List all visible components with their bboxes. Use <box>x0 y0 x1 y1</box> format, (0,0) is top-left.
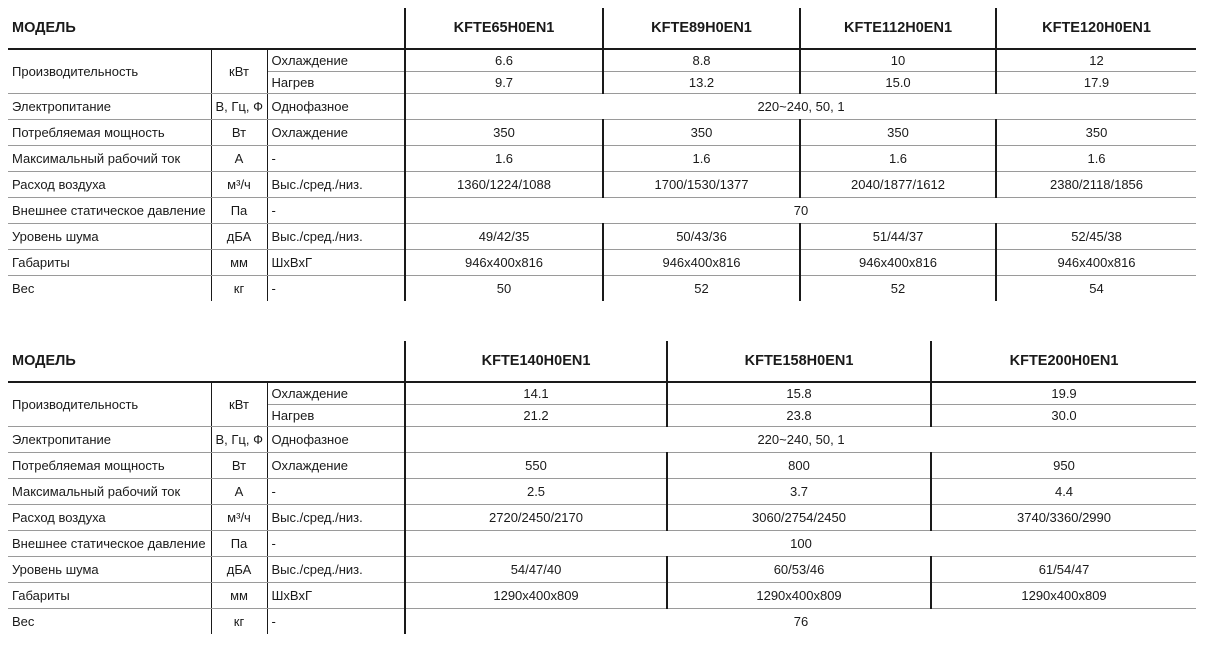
mode-label: ШхВхГ <box>267 583 405 609</box>
value-cell: 1.6 <box>603 146 800 172</box>
value-cell: 54/47/40 <box>405 557 667 583</box>
value-cell: 1700/1530/1377 <box>603 172 800 198</box>
model-name: KFTE65H0EN1 <box>405 8 603 49</box>
value-cell: 1.6 <box>405 146 603 172</box>
unit-label: м³/ч <box>211 172 267 198</box>
param-label: Производительность <box>8 382 211 427</box>
unit-label: кВт <box>211 382 267 427</box>
param-label: Расход воздуха <box>8 172 211 198</box>
value-cell: 50/43/36 <box>603 224 800 250</box>
power-supply-row <box>8 94 1196 120</box>
value-cell: 100 <box>405 531 1196 557</box>
value-cell: 30.0 <box>931 405 1196 427</box>
value-cell: 950 <box>931 453 1196 479</box>
value-cell: 3740/3360/2990 <box>931 505 1196 531</box>
power-input-row <box>8 120 1196 146</box>
airflow-row <box>8 505 1196 531</box>
value-cell: 2.5 <box>405 479 667 505</box>
value-cell: 2720/2450/2170 <box>405 505 667 531</box>
unit-label: кг <box>211 609 267 635</box>
max-current-row <box>8 479 1196 505</box>
param-label: Расход воздуха <box>8 505 211 531</box>
param-label: Электропитание <box>8 94 211 120</box>
unit-label: кг <box>211 276 267 302</box>
param-label: Потребляемая мощность <box>8 120 211 146</box>
unit-label: Вт <box>211 120 267 146</box>
mode-label: ШхВхГ <box>267 250 405 276</box>
mode-label: - <box>267 531 405 557</box>
unit-label: Па <box>211 531 267 557</box>
unit-label: м³/ч <box>211 505 267 531</box>
weight-row <box>8 609 1196 635</box>
capacity-cooling-row <box>8 49 1196 72</box>
value-cell: 1290x400x809 <box>931 583 1196 609</box>
weight-row <box>8 276 1196 302</box>
mode-label: Нагрев <box>267 72 405 94</box>
value-cell: 49/42/35 <box>405 224 603 250</box>
value-cell: 350 <box>996 120 1196 146</box>
mode-label: Выс./сред./низ. <box>267 172 405 198</box>
model-header: МОДЕЛЬ <box>8 8 405 49</box>
power-input-row <box>8 453 1196 479</box>
value-cell: 61/54/47 <box>931 557 1196 583</box>
unit-label: кВт <box>211 49 267 94</box>
model-name: KFTE140H0EN1 <box>405 341 667 382</box>
mode-label: - <box>271 613 276 629</box>
value-cell: 15.8 <box>667 382 931 405</box>
param-label: Вес <box>12 280 35 296</box>
value-cell: 9.7 <box>405 72 603 94</box>
model-header: МОДЕЛЬ <box>8 341 405 382</box>
value-cell: 23.8 <box>667 405 931 427</box>
value-cell: 13.2 <box>603 72 800 94</box>
value-cell: 1290x400x809 <box>405 583 667 609</box>
unit-label: Па <box>211 198 267 224</box>
value-cell: 350 <box>603 120 800 146</box>
value-cell: 12 <box>996 49 1196 72</box>
mode-label: - <box>267 198 405 224</box>
noise-row <box>8 224 1196 250</box>
value-cell: 1.6 <box>996 146 1196 172</box>
value-cell: 3060/2754/2450 <box>667 505 931 531</box>
dimensions-row <box>8 250 1196 276</box>
mode-label: Однофазное <box>267 427 405 453</box>
max-current-row <box>8 146 1196 172</box>
value-cell: 3.7 <box>667 479 931 505</box>
value-cell: 350 <box>800 120 996 146</box>
dimensions-row <box>8 583 1196 609</box>
unit-label: мм <box>211 583 267 609</box>
mode-label: Охлаждение <box>267 120 405 146</box>
mode-label: - <box>271 280 276 296</box>
param-label: Внешнее статическое давление <box>8 198 211 224</box>
mode-label: Охлаждение <box>267 49 405 72</box>
unit-label: А <box>211 479 267 505</box>
param-label: Потребляемая мощность <box>8 453 211 479</box>
value-cell: 21.2 <box>405 405 667 427</box>
value-cell: 946x400x816 <box>996 250 1196 276</box>
value-cell: 76 <box>405 609 1196 635</box>
value-cell: 8.8 <box>603 49 800 72</box>
value-cell: 946x400x816 <box>603 250 800 276</box>
value-cell: 19.9 <box>931 382 1196 405</box>
param-label: Уровень шума <box>8 557 211 583</box>
param-label: Максимальный рабочий ток <box>8 479 211 505</box>
mode-label: - <box>267 479 405 505</box>
value-cell: 17.9 <box>996 72 1196 94</box>
value-cell: 51/44/37 <box>800 224 996 250</box>
unit-label: Вт <box>211 453 267 479</box>
value-cell: 2380/2118/1856 <box>996 172 1196 198</box>
value-cell: 6.6 <box>405 49 603 72</box>
value-cell: 54 <box>996 276 1196 302</box>
static-pressure-row <box>8 198 1196 224</box>
value-cell: 52/45/38 <box>996 224 1196 250</box>
model-name: KFTE120H0EN1 <box>996 8 1196 49</box>
value-cell: 60/53/46 <box>667 557 931 583</box>
value-cell: 15.0 <box>800 72 996 94</box>
unit-label: А <box>211 146 267 172</box>
value-cell: 50 <box>405 276 603 302</box>
value-cell: 2040/1877/1612 <box>800 172 996 198</box>
value-cell: 220~240, 50, 1 <box>405 94 1196 120</box>
param-label: Уровень шума <box>8 224 211 250</box>
value-cell: 220~240, 50, 1 <box>405 427 1196 453</box>
mode-label: Выс./сред./низ. <box>267 224 405 250</box>
noise-row <box>8 557 1196 583</box>
spec-table-2 <box>8 341 1196 634</box>
value-cell: 550 <box>405 453 667 479</box>
unit-label: В, Гц, Ф <box>211 94 267 120</box>
mode-label: Выс./сред./низ. <box>267 505 405 531</box>
value-cell: 350 <box>405 120 603 146</box>
mode-label: - <box>267 146 405 172</box>
param-label: Габариты <box>8 583 211 609</box>
value-cell: 946x400x816 <box>405 250 603 276</box>
value-cell: 4.4 <box>931 479 1196 505</box>
unit-label: В, Гц, Ф <box>211 427 267 453</box>
param-label: Производительность <box>8 49 211 94</box>
unit-label: дБА <box>211 557 267 583</box>
spec-table-1 <box>8 8 1196 301</box>
static-pressure-row <box>8 531 1196 557</box>
param-label: Габариты <box>8 250 211 276</box>
power-supply-row <box>8 427 1196 453</box>
model-name: KFTE89H0EN1 <box>603 8 800 49</box>
param-label: Электропитание <box>8 427 211 453</box>
value-cell: 10 <box>800 49 996 72</box>
mode-label: Выс./сред./низ. <box>267 557 405 583</box>
mode-label: Охлаждение <box>267 453 405 479</box>
value-cell: 52 <box>603 276 800 302</box>
capacity-cooling-row <box>8 382 1196 405</box>
param-label: Внешнее статическое давление <box>8 531 211 557</box>
value-cell: 946x400x816 <box>800 250 996 276</box>
header-row <box>8 8 1196 49</box>
unit-label: мм <box>211 250 267 276</box>
model-name: KFTE112H0EN1 <box>800 8 996 49</box>
mode-label: Охлаждение <box>267 382 405 405</box>
mode-label: Нагрев <box>267 405 405 427</box>
value-cell: 800 <box>667 453 931 479</box>
model-name: KFTE200H0EN1 <box>931 341 1196 382</box>
value-cell: 70 <box>405 198 1196 224</box>
param-label: Максимальный рабочий ток <box>8 146 211 172</box>
model-name: KFTE158H0EN1 <box>667 341 931 382</box>
value-cell: 1.6 <box>800 146 996 172</box>
airflow-row <box>8 172 1196 198</box>
header-row <box>8 341 1196 382</box>
unit-label: дБА <box>211 224 267 250</box>
value-cell: 1290x400x809 <box>667 583 931 609</box>
mode-label: Однофазное <box>267 94 405 120</box>
value-cell: 1360/1224/1088 <box>405 172 603 198</box>
param-label: Вес <box>12 613 35 629</box>
value-cell: 52 <box>800 276 996 302</box>
value-cell: 14.1 <box>405 382 667 405</box>
